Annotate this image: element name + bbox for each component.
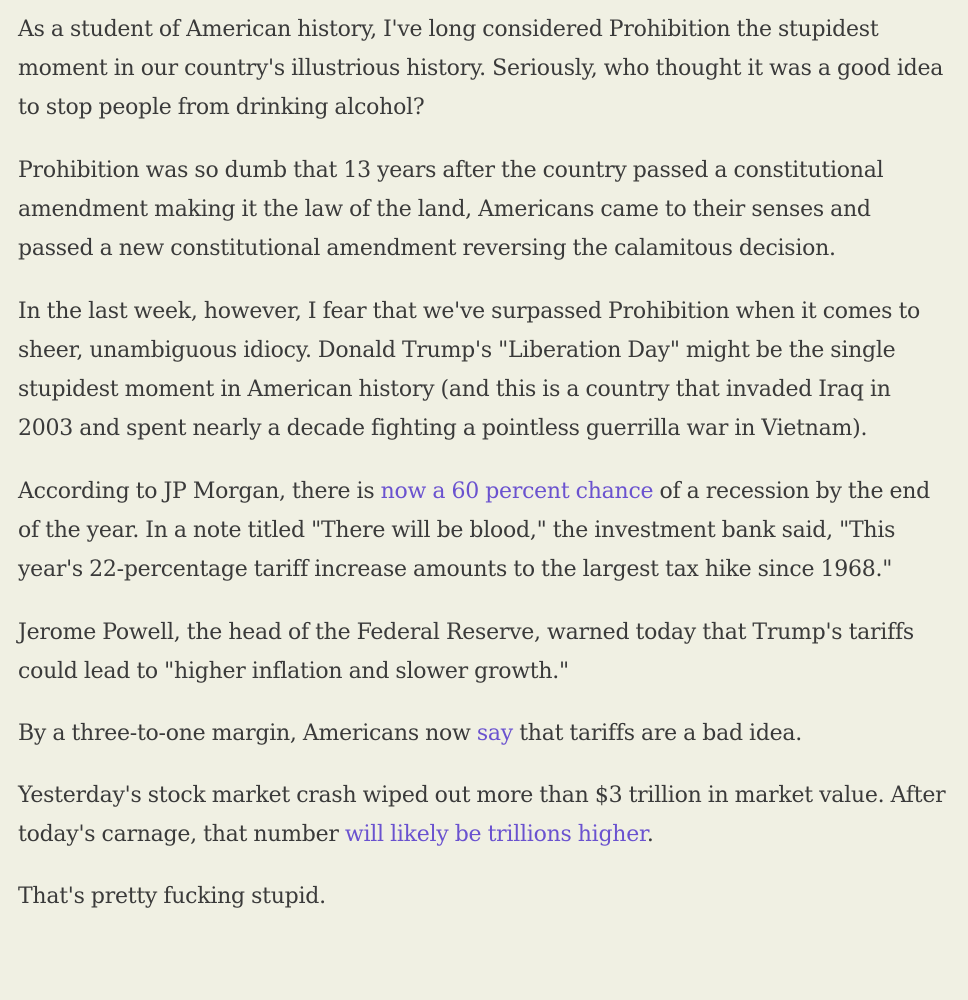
paragraph-liberation-day: In the last week, however, I fear that we've surpassed Prohibition when it comes to sheer, unambiguous idiocy. Donald Trump's "Liberation Day" might be the single stupidest moment in American history (and this is a country that invaded Iraq in 2003 and spent nearly a decade fighting a pointless guerrilla war in Vietnam). <box>18 299 921 441</box>
paragraph-market-crash-text-after: . <box>646 822 654 847</box>
paragraph-conclusion: That's pretty fucking stupid. <box>18 884 326 909</box>
paragraph-jerome-powell: Jerome Powell, the head of the Federal Reserve, warned today that Trump's tariffs could lead to "higher inflation and slower growth." <box>18 620 914 684</box>
paragraph-prohibition-intro: As a student of American history, I've long considered Prohibition the stupidest moment in our country's illustrious history. Seriously, who thought it was a good idea to stop people from drinking alcohol? <box>18 17 944 120</box>
say-poll-link[interactable]: say <box>476 721 513 746</box>
paragraph-market-crash <box>18 776 950 854</box>
trillions-higher-link[interactable]: will likely be trillions higher <box>344 822 647 847</box>
paragraph-prohibition-repeal: Prohibition was so dumb that 13 years after the country passed a constitutional amendment making it the law of the land, Americans came to their senses and passed a new constitutional amendment reversing the calamitous decision. <box>18 158 884 261</box>
paragraph-americans-poll-text-after: that tariffs are a bad idea. <box>512 721 803 746</box>
paragraph-market-crash-text-before: Yesterday's stock market crash wiped out more than $3 trillion in market value. After today's carnage, that number <box>18 783 946 847</box>
paragraph-jp-morgan-text-after: of a recession by the end of the year. In a note titled "There will be blood," the investment bank said, "This year's 22-percentage tariff increase amounts to the largest tax hike since 1968." <box>18 479 930 582</box>
paragraph-americans-poll <box>18 714 950 753</box>
paragraph-jp-morgan <box>18 472 950 589</box>
paragraph-americans-poll-text-before: By a three-to-one margin, Americans now <box>18 721 477 746</box>
recession-chance-link[interactable]: now a 60 percent chance <box>380 479 654 504</box>
paragraph-jp-morgan-text-before: According to JP Morgan, there is <box>18 479 381 504</box>
